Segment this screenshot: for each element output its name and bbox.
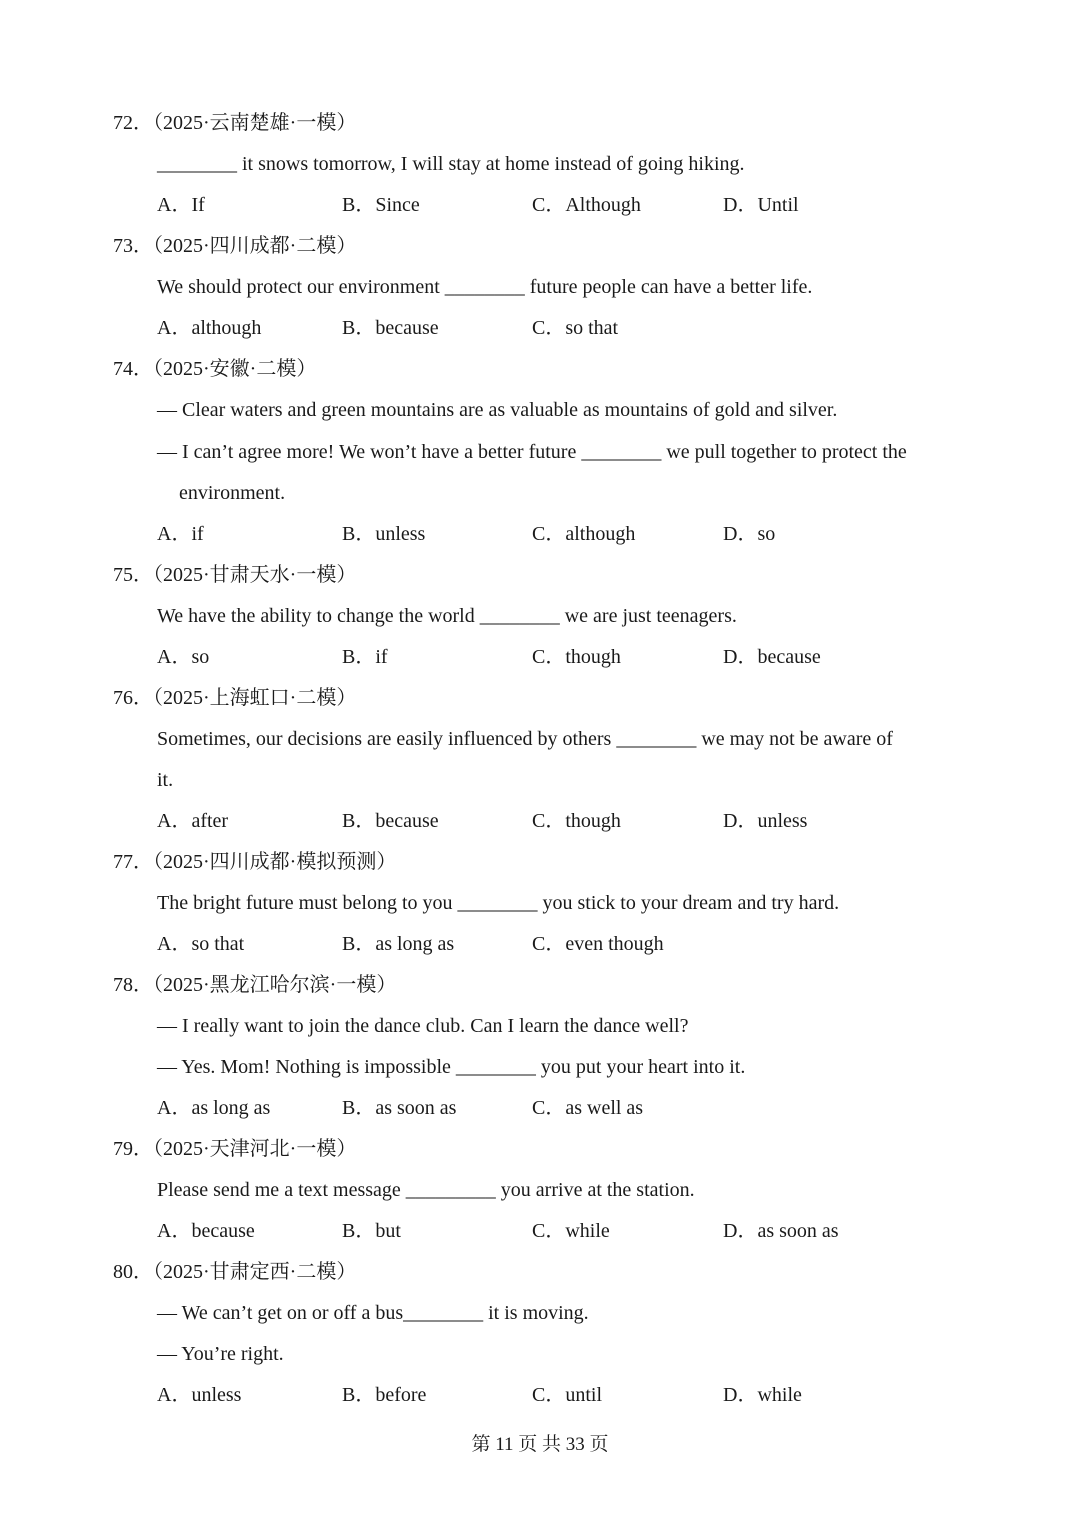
option-a[interactable]: A．so that [157, 933, 245, 955]
option-b[interactable]: B．unless [342, 523, 426, 545]
option-a[interactable]: A．if [157, 523, 204, 545]
option-d[interactable]: D．while [723, 1384, 802, 1406]
option-a[interactable]: A．although [157, 317, 262, 339]
question-header: 74．（2025·安徽·二模） [113, 358, 317, 380]
option-d[interactable]: D．so [723, 523, 776, 545]
option-a[interactable]: A．so [157, 646, 210, 668]
option-a[interactable]: A．after [157, 810, 229, 832]
page-footer: 第 11 页 共 33 页 [471, 1434, 609, 1455]
option-b[interactable]: B．as long as [342, 933, 455, 955]
question-stem: environment. [179, 482, 286, 504]
option-b[interactable]: B．before [342, 1384, 427, 1406]
option-c[interactable]: C．so that [532, 317, 619, 339]
question-stem: ________ it snows tomorrow, I will stay at home instead of going hiking. [157, 153, 745, 175]
option-c[interactable]: C．while [532, 1220, 610, 1242]
option-c[interactable]: C．even though [532, 933, 664, 955]
question-stem: — Yes. Mom! Nothing is impossible ________ you put your heart into it. [157, 1056, 746, 1078]
question-header: 76．（2025·上海虹口·二模） [113, 687, 357, 709]
question-header: 72．（2025·云南楚雄·一模） [113, 112, 357, 134]
question-stem: it. [157, 769, 174, 791]
question-stem: — We can’t get on or off a bus________ it is moving. [157, 1302, 589, 1324]
question-stem: Sometimes, our decisions are easily influenced by others ________ we may not be aware of [157, 728, 893, 750]
question-header: 73．（2025·四川成都·二模） [113, 235, 357, 257]
option-a[interactable]: A．as long as [157, 1097, 271, 1119]
option-a[interactable]: A．unless [157, 1384, 242, 1406]
question-stem: — I really want to join the dance club. Can I learn the dance well? [157, 1015, 689, 1037]
option-b[interactable]: B．because [342, 317, 439, 339]
option-b[interactable]: B．Since [342, 194, 420, 216]
option-c[interactable]: C．though [532, 646, 621, 668]
option-d[interactable]: D．because [723, 646, 821, 668]
question-header: 80．（2025·甘肃定西·二模） [113, 1261, 357, 1283]
question-header: 75．（2025·甘肃天水·一模） [113, 564, 357, 586]
question-header: 79．（2025·天津河北·一模） [113, 1138, 357, 1160]
option-c[interactable]: C．as well as [532, 1097, 644, 1119]
option-a[interactable]: A．because [157, 1220, 255, 1242]
option-b[interactable]: B．if [342, 646, 388, 668]
option-c[interactable]: C．Although [532, 194, 641, 216]
question-stem: — You’re right. [157, 1343, 284, 1365]
question-header: 77．（2025·四川成都·模拟预测） [113, 851, 397, 873]
question-stem: — I can’t agree more! We won’t have a better future ________ we pull together to protect the [157, 441, 907, 463]
question-stem: — Clear waters and green mountains are as valuable as mountains of gold and silver. [157, 399, 838, 421]
option-a[interactable]: A．If [157, 194, 205, 216]
question-stem: Please send me a text message _________ you arrive at the station. [157, 1179, 695, 1201]
option-b[interactable]: B．because [342, 810, 439, 832]
question-stem: We have the ability to change the world ________ we are just teenagers. [157, 605, 737, 627]
option-d[interactable]: D．Until [723, 194, 799, 216]
option-c[interactable]: C．although [532, 523, 636, 545]
option-c[interactable]: C．though [532, 810, 621, 832]
option-b[interactable]: B．as soon as [342, 1097, 457, 1119]
option-d[interactable]: D．unless [723, 810, 808, 832]
question-header: 78．（2025·黑龙江哈尔滨·一模） [113, 974, 397, 996]
option-b[interactable]: B．but [342, 1220, 401, 1242]
question-stem: We should protect our environment ________ future people can have a better life. [157, 276, 813, 298]
option-d[interactable]: D．as soon as [723, 1220, 839, 1242]
question-stem: The bright future must belong to you ________ you stick to your dream and try hard. [157, 892, 840, 914]
option-c[interactable]: C．until [532, 1384, 603, 1406]
